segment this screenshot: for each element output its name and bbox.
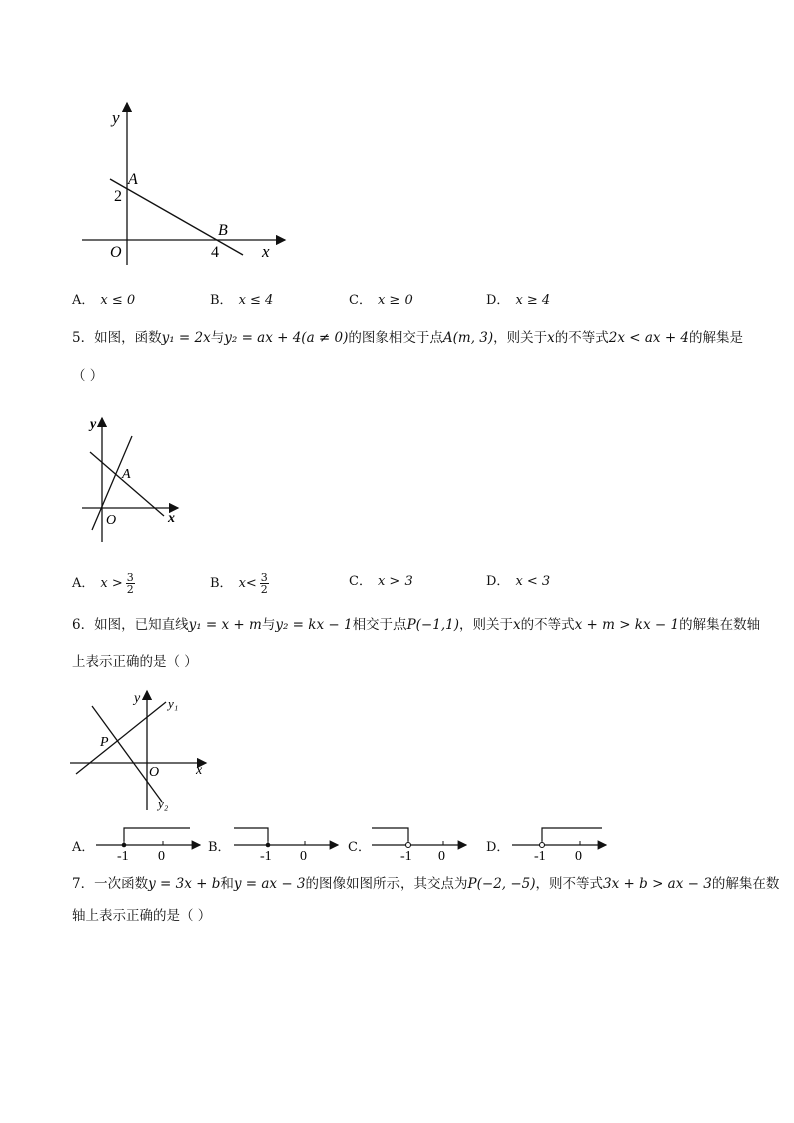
x-tick-label: 4 xyxy=(211,244,219,261)
solution-ray xyxy=(234,828,268,841)
number-line-c xyxy=(370,824,480,862)
q5-option-d[interactable]: D． x < 3 xyxy=(486,574,551,589)
q4-option-d[interactable]: D． x ≥ 4 xyxy=(486,293,551,308)
svg-text:-1: -1 xyxy=(117,849,129,862)
x-axis-label: x xyxy=(196,763,203,778)
svg-text:0: 0 xyxy=(575,849,582,862)
y-axis-label: y xyxy=(112,108,120,127)
solution-ray xyxy=(372,828,408,841)
x-axis-label: x xyxy=(262,242,270,261)
q5-option-a[interactable]: A． x > $\frac{3}{2}$ xyxy=(72,571,134,596)
y-axis-label: y xyxy=(134,691,141,706)
q5-answer-bracket: （ ） xyxy=(72,368,104,384)
origin-label: O xyxy=(106,513,117,528)
q7-stem: 7．一次函数y = 3x + b和y = ax − 3的图像如图所示，其交点为P(−2, −5)，则不等式3x + b > ax − 3的解集在数 xyxy=(72,876,780,892)
y1-label: y₁ xyxy=(168,696,179,711)
line-ab xyxy=(110,179,243,255)
x-axis-label: x xyxy=(168,511,175,526)
number-line-a xyxy=(94,824,204,862)
q4-option-c[interactable]: C． x ≥ 0 xyxy=(349,293,413,308)
number-line-b xyxy=(232,824,342,862)
svg-text:-1: -1 xyxy=(534,849,546,862)
solid-point xyxy=(122,843,127,848)
q5-stem: 5．如图，函数y₁ = 2x与y₂ = ax + 4(a ≠ 0)的图象相交于点A(m, 3)，则关于x的不等式2x < ax + 4的解集是 xyxy=(72,330,744,346)
y-axis-label: y xyxy=(90,417,97,432)
q6-option-d[interactable]: D． xyxy=(486,840,510,855)
svg-text:0: 0 xyxy=(438,849,445,862)
fraction: $\frac{3}{2}$ xyxy=(126,571,134,596)
origin-label: O xyxy=(110,244,122,261)
line-y2 xyxy=(90,452,164,516)
figure-q4-graph xyxy=(70,95,300,275)
q6-stem: 6．如图，已知直线y₁ = x + m与y₂ = kx − 1相交于点P(−1,1)，则关于x的不等式x + m > kx − 1的解集在数轴 xyxy=(72,617,761,633)
q6-stem-line2: 上表示正确的是（ ） xyxy=(72,654,198,670)
point-b-label: B xyxy=(218,222,228,239)
q6-option-b[interactable]: B． xyxy=(208,840,231,855)
y2-label: y₂ xyxy=(158,796,169,811)
svg-text:-1: -1 xyxy=(400,849,412,862)
origin-label: O xyxy=(149,765,160,780)
fraction: $\frac{3}{2}$ xyxy=(260,571,268,596)
q5-option-b[interactable]: B． x< $\frac{3}{2}$ xyxy=(210,571,268,596)
q7-stem-line2: 轴上表示正确的是（ ） xyxy=(72,908,212,924)
solution-ray xyxy=(542,828,602,841)
hollow-point xyxy=(406,843,411,848)
q4-option-b[interactable]: B． x ≤ 4 xyxy=(210,293,274,308)
hollow-point xyxy=(540,843,545,848)
svg-text:0: 0 xyxy=(300,849,307,862)
point-a-label: A xyxy=(128,171,138,188)
solid-point xyxy=(266,843,271,848)
figure-q5-graph xyxy=(78,412,188,547)
figure-q6-graph xyxy=(66,688,216,816)
number-line-d xyxy=(510,824,610,862)
svg-text:0: 0 xyxy=(158,849,165,862)
point-a-label: A xyxy=(122,467,131,482)
q6-option-a[interactable]: A． xyxy=(72,840,95,855)
solution-ray xyxy=(124,828,190,841)
svg-text:-1: -1 xyxy=(260,849,272,862)
q4-option-a[interactable]: A． x ≤ 0 xyxy=(72,293,136,308)
line-y2 xyxy=(92,706,162,802)
y-tick-label: 2 xyxy=(114,188,122,205)
q5-option-c[interactable]: C． x > 3 xyxy=(349,574,413,589)
point-p-label: P xyxy=(100,735,109,750)
q6-option-c[interactable]: C． xyxy=(348,840,371,855)
